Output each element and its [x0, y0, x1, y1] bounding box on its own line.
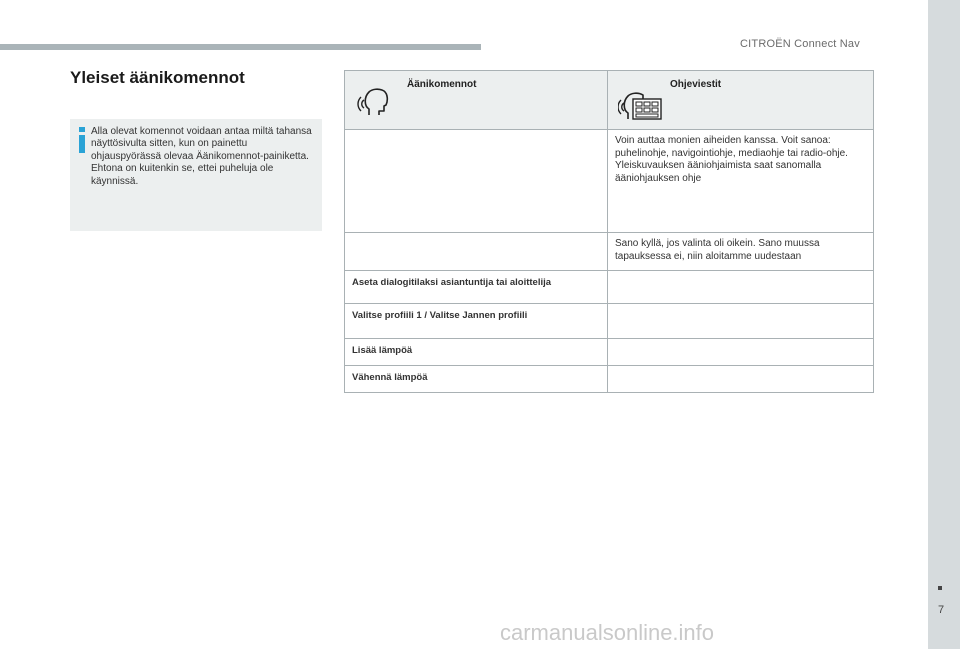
- command-text: Valitse profiili 1 / Valitse Jannen profiili: [352, 310, 528, 321]
- command-text: [345, 130, 607, 142]
- section-title: Yleiset äänikomennot: [70, 68, 245, 87]
- help-cell: [608, 304, 874, 339]
- info-text: Alla olevat komennot voidaan antaa miltä tahansa näyttösivulta sitten, kun on painettu ohjauspyörässä olevaa Äänikomennot-painiketta. Ehtona on kuitenkin se, ettei puheluja ole käynnissä.: [91, 126, 312, 187]
- help-cell: [608, 233, 874, 271]
- command-cell: [345, 304, 608, 339]
- header-label: Äänikomennot: [407, 79, 477, 90]
- voice-command-icon: [357, 85, 393, 117]
- help-cell: [608, 271, 874, 304]
- page-marker: [938, 586, 942, 590]
- command-cell: [345, 271, 608, 304]
- command-text: Vähennä lämpöä: [352, 372, 428, 383]
- info-icon: [79, 127, 85, 153]
- info-box: [70, 119, 322, 231]
- help-text: Voin auttaa monien aiheiden kanssa. Voit sanoa: puhelinohje, navigointiohje, mediaohje tai radio-ohje. Yleiskuvauksen ääniohjaimista saat sanomalla ääniohjauksen ohje: [615, 135, 848, 184]
- header-help-messages: [608, 71, 874, 130]
- help-cell: [608, 130, 874, 233]
- command-cell: [345, 366, 608, 393]
- command-cell: [345, 130, 608, 233]
- help-text: [608, 339, 873, 349]
- help-text: [608, 366, 873, 376]
- command-cell: [345, 339, 608, 366]
- help-cell: [608, 366, 874, 393]
- header-label: Ohjeviestit: [670, 79, 722, 90]
- command-cell: [345, 233, 608, 271]
- command-text: Lisää lämpöä: [352, 345, 413, 356]
- command-text: [345, 233, 607, 245]
- header-voice-commands: [345, 71, 608, 130]
- help-text: Sano kyllä, jos valinta oli oikein. Sano muussa tapauksessa ei, niin aloitamme uudestaan: [615, 238, 820, 262]
- table-row: [345, 339, 874, 366]
- help-text: [608, 304, 873, 314]
- table-row: [345, 130, 874, 233]
- command-text: Aseta dialogitilaksi asiantuntija tai aloittelija: [352, 277, 552, 288]
- brand-label: CITROËN Connect Nav: [740, 38, 860, 50]
- table-row: [345, 271, 874, 304]
- table-row: [345, 233, 874, 271]
- header-rule: [0, 44, 481, 50]
- page-number: 7: [937, 604, 945, 616]
- table-header-row: [345, 71, 874, 130]
- help-text: [608, 271, 873, 281]
- side-band: [928, 0, 960, 649]
- watermark: carmanualsonline.info: [500, 620, 715, 645]
- help-cell: [608, 339, 874, 366]
- voice-commands-table: [344, 70, 874, 393]
- table-row: [345, 304, 874, 339]
- help-message-icon: [618, 85, 664, 121]
- table-row: [345, 366, 874, 393]
